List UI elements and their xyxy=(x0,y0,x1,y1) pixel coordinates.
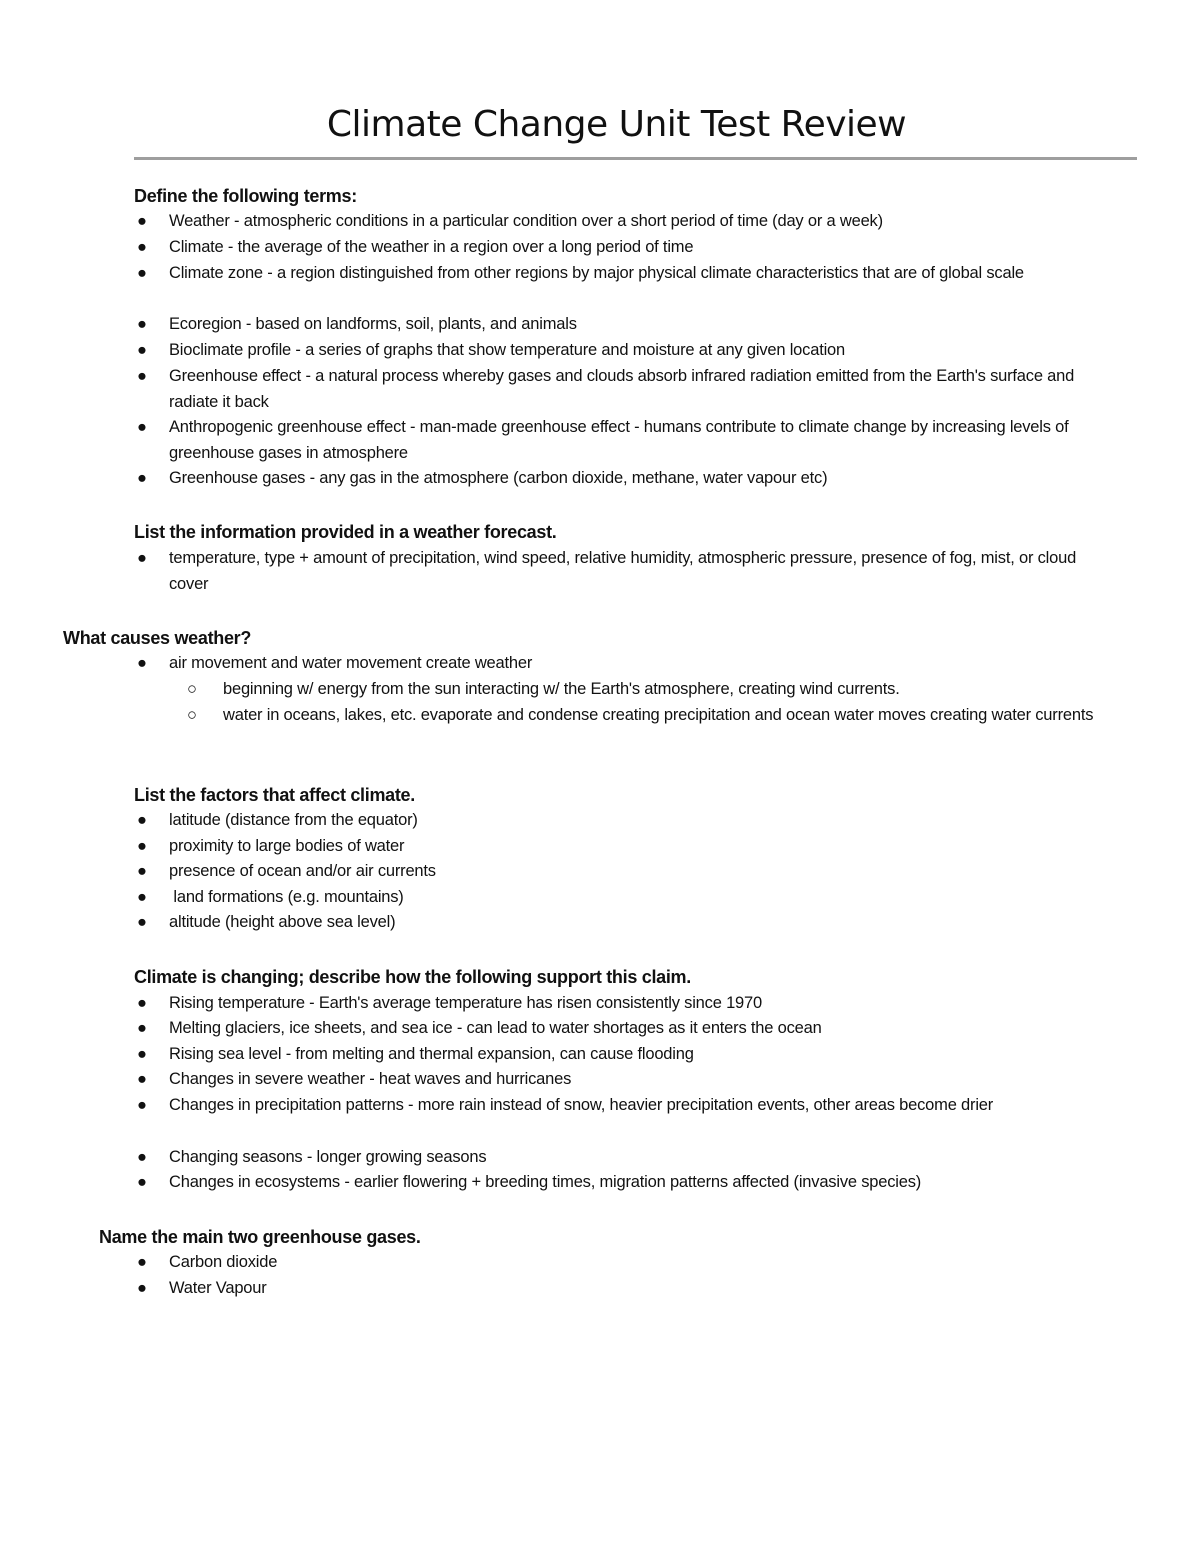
bullet-icon: ● xyxy=(137,264,147,282)
bullet-icon: ● xyxy=(137,994,147,1012)
bullet-icon: ● xyxy=(137,1070,147,1088)
list-item: ● Ecoregion - based on landforms, soil, plants, and animals xyxy=(169,312,1109,338)
bullet-icon: ● xyxy=(137,837,147,855)
list-item: ● Changing seasons - longer growing seasons xyxy=(169,1145,1109,1171)
bullet-icon: ● xyxy=(137,341,147,359)
section-heading-greenhouse-gases: Name the main two greenhouse gases. xyxy=(99,1227,421,1247)
list-item: ● temperature, type + amount of precipitation, wind speed, relative humidity, atmospheric pressure, presence of fog, mist, or cloud cover xyxy=(169,546,1109,597)
bullet-icon: ● xyxy=(137,315,147,333)
bullet-icon: ● xyxy=(137,469,147,487)
document-title: Climate Change Unit Test Review xyxy=(326,104,907,145)
hollow-bullet-icon: ○ xyxy=(187,706,197,724)
bullet-icon: ● xyxy=(137,1173,147,1191)
list-item: ● Changes in ecosystems - earlier flowering + breeding times, migration patterns affected (invasive species) xyxy=(169,1170,1109,1196)
bullet-icon: ● xyxy=(137,1148,147,1166)
bullet-icon: ● xyxy=(137,1045,147,1063)
list-item: ● Changes in severe weather - heat waves and hurricanes xyxy=(169,1067,1109,1093)
list-item: ● Changes in precipitation patterns - more rain instead of snow, heavier precipitation events, other areas become drier xyxy=(169,1093,1109,1119)
list-item: ● Greenhouse gases - any gas in the atmosphere (carbon dioxide, methane, water vapour etc) xyxy=(169,466,1109,492)
bullet-icon: ● xyxy=(137,238,147,256)
list-item: ● altitude (height above sea level) xyxy=(169,910,1109,936)
section-heading-define-terms: Define the following terms: xyxy=(134,186,357,206)
section-heading-climate-changing: Climate is changing; describe how the following support this claim. xyxy=(134,967,691,987)
title-underline xyxy=(134,157,1137,160)
bullet-icon: ● xyxy=(137,418,147,436)
list-item: ● latitude (distance from the equator) xyxy=(169,808,1109,834)
list-item: ● presence of ocean and/or air currents xyxy=(169,859,1109,885)
bullet-icon: ● xyxy=(137,1019,147,1037)
section-heading-weather-causes: What causes weather? xyxy=(63,628,252,648)
list-item: ● Anthropogenic greenhouse effect - man-made greenhouse effect - humans contribute to climate change by increasing levels of greenhouse gases in atmosphere xyxy=(169,415,1109,466)
list-item: ● Bioclimate profile - a series of graphs that show temperature and moisture at any given location xyxy=(169,338,1109,364)
bullet-icon: ● xyxy=(137,811,147,829)
bullet-icon: ● xyxy=(137,654,147,672)
list-item: ● Carbon dioxide xyxy=(169,1250,1109,1276)
bullet-icon: ● xyxy=(137,1279,147,1297)
list-item: ● land formations (e.g. mountains) xyxy=(169,885,1109,911)
section-heading-climate-factors: List the factors that affect climate. xyxy=(134,785,415,805)
hollow-bullet-icon: ○ xyxy=(187,680,197,698)
bullet-icon: ● xyxy=(137,1253,147,1271)
list-item: ● Water Vapour xyxy=(169,1276,1109,1302)
list-item: ● Melting glaciers, ice sheets, and sea ice - can lead to water shortages as it enters the ocean xyxy=(169,1016,1109,1042)
list-item: ● Rising sea level - from melting and thermal expansion, can cause flooding xyxy=(169,1042,1109,1068)
section-heading-weather-forecast: List the information provided in a weather forecast. xyxy=(134,522,557,542)
sub-list-item: ○ water in oceans, lakes, etc. evaporate and condense creating precipitation and ocean water moves creating water currents xyxy=(223,703,1103,729)
sub-list-item: ○ beginning w/ energy from the sun interacting w/ the Earth's atmosphere, creating wind currents. xyxy=(223,677,1103,703)
bullet-icon: ● xyxy=(137,1096,147,1114)
list-item: ● Weather - atmospheric conditions in a particular condition over a short period of time (day or a week) xyxy=(169,209,1109,235)
bullet-icon: ● xyxy=(137,367,147,385)
bullet-icon: ● xyxy=(137,888,147,906)
list-item: ● air movement and water movement create weather xyxy=(169,651,1109,677)
bullet-icon: ● xyxy=(137,549,147,567)
list-item: ● Greenhouse effect - a natural process whereby gases and clouds absorb infrared radiation emitted from the Earth's surface and radiate it back xyxy=(169,364,1109,415)
bullet-icon: ● xyxy=(137,913,147,931)
list-item: ● Rising temperature - Earth's average temperature has risen consistently since 1970 xyxy=(169,991,1109,1017)
list-item: ● Climate zone - a region distinguished from other regions by major physical climate characteristics that are of global scale xyxy=(169,261,1109,287)
bullet-icon: ● xyxy=(137,862,147,880)
list-item: ● Climate - the average of the weather in a region over a long period of time xyxy=(169,235,1109,261)
list-item: ● proximity to large bodies of water xyxy=(169,834,1109,860)
bullet-icon: ● xyxy=(137,212,147,230)
